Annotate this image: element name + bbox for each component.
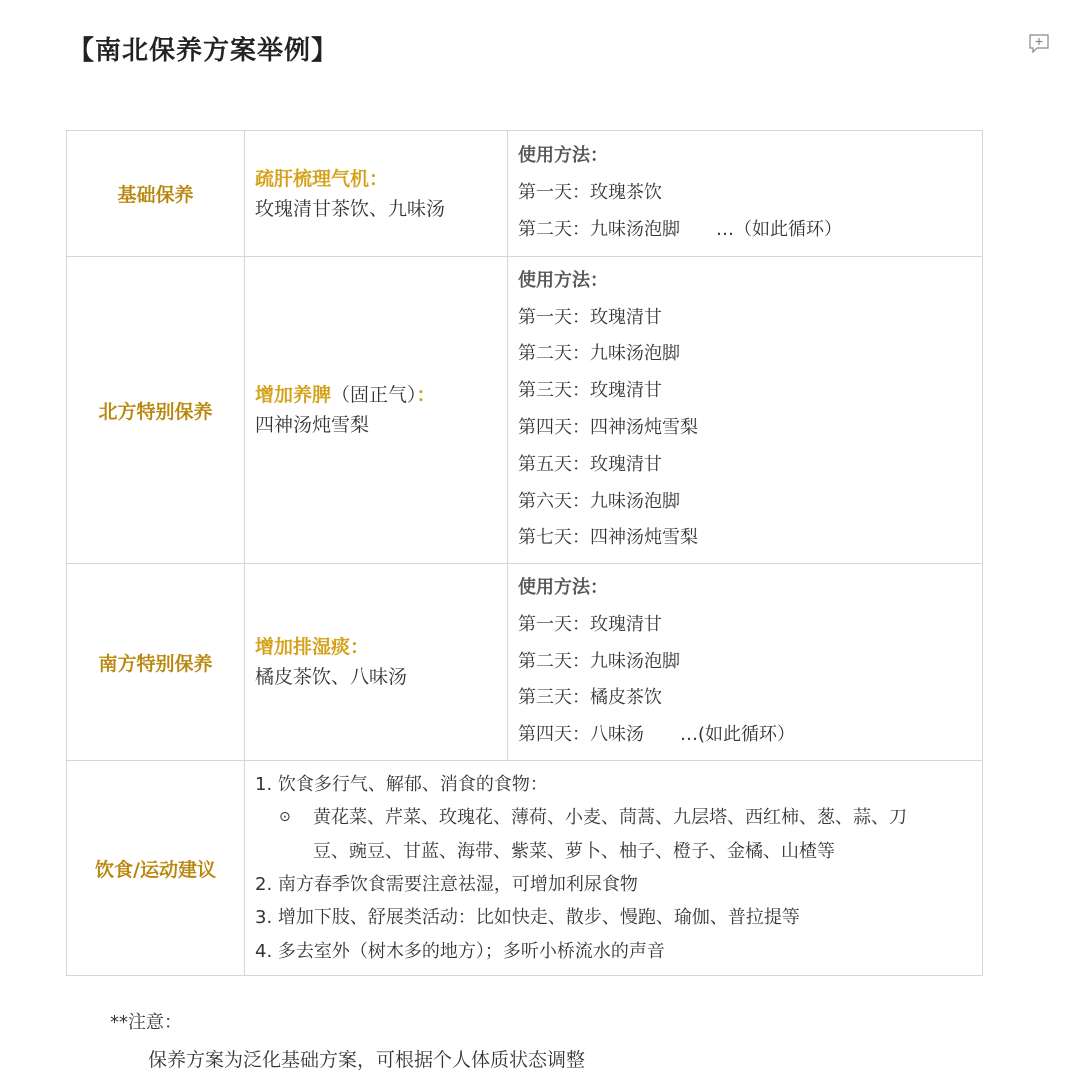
- focus-cell: [245, 564, 508, 761]
- method-line: 第四天：八味汤 …(如此循环）: [518, 724, 796, 746]
- focus-colon: ：: [416, 384, 436, 406]
- method-line: 第二天：九味汤泡脚 …（如此循环）: [518, 218, 842, 240]
- method-line: 第二天：九味汤泡脚: [518, 343, 680, 365]
- table-row: [67, 131, 983, 257]
- category-cell: 北方特别保养: [67, 257, 245, 564]
- method-line: 第三天：玫瑰清甘: [518, 380, 662, 402]
- method-title: 使用方法：: [518, 145, 608, 167]
- method-line: 第四天：四神汤炖雪梨: [518, 417, 698, 438]
- focus-heading: 疏肝梳理气机：: [255, 167, 389, 190]
- page-title: 【南北保养方案举例】: [68, 36, 339, 66]
- method-line: 第一天：玫瑰清甘: [518, 613, 662, 635]
- focus-body: 玫瑰清甘茶饮、九味汤: [255, 197, 446, 220]
- focus-paren: （固正气）: [331, 384, 417, 406]
- table-row: [67, 564, 983, 761]
- method-title: 使用方法：: [518, 269, 608, 291]
- note-label: **注意：: [110, 1012, 182, 1033]
- method-line: 第一天：玫瑰清甘: [518, 306, 662, 328]
- focus-cell: [245, 257, 508, 564]
- care-plan-table: [66, 130, 983, 976]
- method-line: 第一天：玫瑰茶饮: [518, 182, 662, 204]
- category-cell: 基础保养: [67, 131, 245, 257]
- note-body: 保养方案为泛化基础方案，可根据个人体质状态调整: [148, 1049, 586, 1071]
- list-item: 2. 南方春季饮食需要注意祛湿，可增加利尿食物: [255, 874, 638, 895]
- list-sub-item: [255, 835, 982, 868]
- focus-heading: 增加养脾: [255, 384, 332, 406]
- table-row: [67, 761, 983, 976]
- method-line: 第二天：九味汤泡脚: [518, 650, 680, 672]
- method-line: 第五天：玫瑰清甘: [518, 453, 662, 475]
- focus-body: 四神汤炖雪梨: [255, 414, 370, 436]
- method-title: 使用方法：: [518, 577, 608, 598]
- category-cell: 南方特别保养: [67, 564, 245, 761]
- list-sub-item: [255, 801, 982, 834]
- category-cell: 饮食/运动建议: [67, 761, 245, 976]
- method-line: 第六天：九味汤泡脚: [518, 490, 680, 512]
- method-cell: [508, 564, 983, 761]
- table-row: [67, 257, 983, 564]
- focus-body: 橘皮茶饮、八味汤: [255, 666, 408, 688]
- method-cell: [508, 131, 983, 257]
- focus-cell: [245, 131, 508, 257]
- list-item: 3. 增加下肢、舒展类活动：比如快走、散步、慢跑、瑜伽、普拉提等: [255, 907, 800, 929]
- add-comment-icon[interactable]: [1028, 33, 1050, 55]
- food-list-line: 豆、豌豆、甘蓝、海带、紫菜、萝卜、柚子、橙子、金橘、山楂等: [313, 840, 835, 862]
- food-list-line: 黄花菜、芹菜、玫瑰花、薄荷、小麦、茼蒿、九层塔、西红柿、葱、蒜、刀: [313, 807, 907, 829]
- list-item: 4. 多去室外（树木多的地方）；多听小桥流水的声音: [255, 940, 665, 962]
- focus-heading: 增加排湿痰：: [255, 636, 370, 658]
- method-line: 第三天：橘皮茶饮: [518, 687, 662, 709]
- method-cell: [508, 257, 983, 564]
- bullet-icon: ⊙: [279, 809, 291, 826]
- diet-advice-cell: [245, 761, 983, 976]
- method-line: 第七天：四神汤炖雪梨: [518, 527, 698, 549]
- list-item: 1. 饮食多行气、解郁、消食的食物：: [255, 774, 548, 796]
